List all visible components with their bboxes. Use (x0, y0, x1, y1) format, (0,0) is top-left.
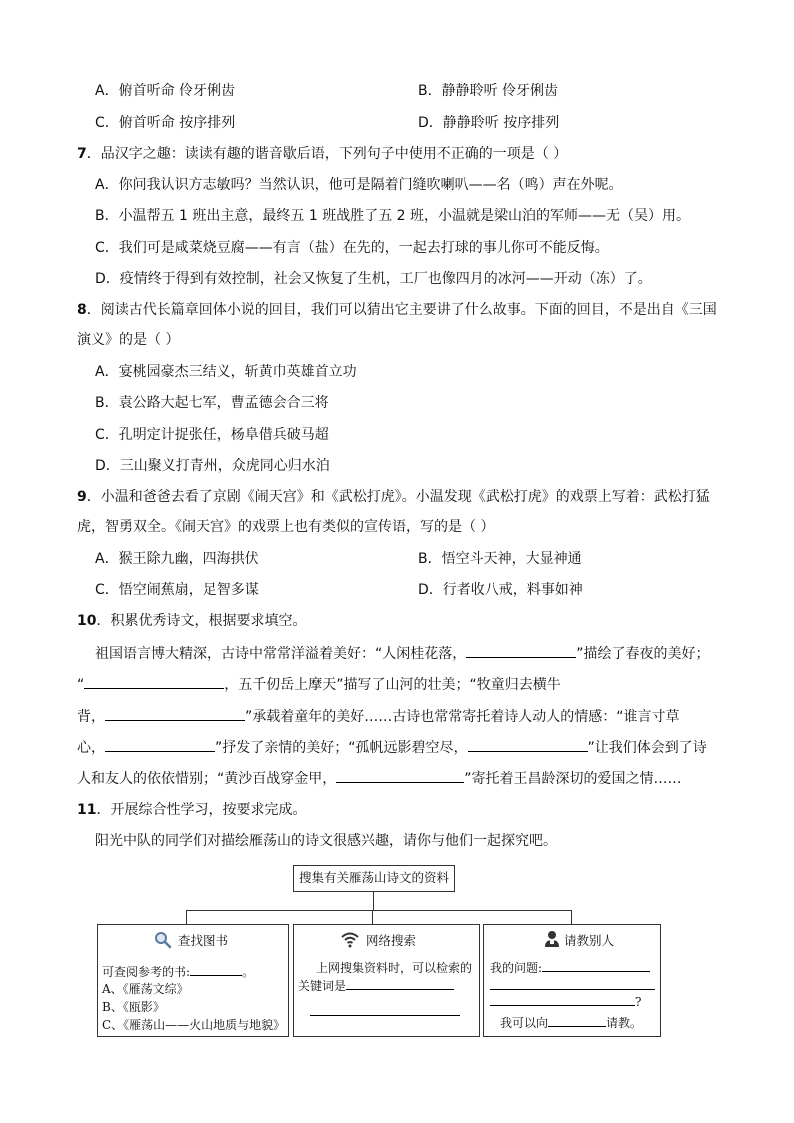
web-search-line1: 上网搜集资料时，可以检索的 (316, 961, 473, 975)
q8-number: 8 (77, 302, 87, 318)
q10-text: ”承载着童年的美好……古诗也常常寄托着诗人动人的情感：“谁言寸草 (245, 709, 680, 725)
q10-text: ．积累优秀诗文，根据要求填空。 (96, 613, 307, 629)
q9-stem-line2: 虎，智勇双全。《闹天宫》的戏票上也有类似的宣传语，写的是（ ） (77, 519, 495, 535)
connector-line (373, 891, 374, 911)
book-option-a: A、《雁荡文综》 (102, 982, 189, 996)
q10-text: ”让我们体会到了诗 (587, 740, 707, 756)
diagram-top-box (293, 865, 455, 892)
question-mark: ? (635, 995, 642, 1009)
fill-blank-5[interactable] (468, 737, 588, 752)
book-search-title: 查找图书 (178, 933, 229, 948)
q10-text: 祖国语言博大精深，古诗中常常洋溢着美好：“人闲桂花落， (95, 646, 467, 662)
question-blank-1[interactable] (542, 959, 650, 972)
q10-text: 背， (77, 709, 105, 725)
ask-who-label: 我可以向 (500, 1016, 549, 1030)
fill-blank-6[interactable] (336, 768, 464, 783)
q10-para-line4 (77, 737, 707, 758)
ask-others-title: 请教别人 (564, 933, 615, 948)
q9-option-d: D．行者收八戒，料事如神 (418, 582, 583, 598)
q9-option-c: C．悟空闹蕉扇，足智多谋 (95, 582, 259, 598)
q7-stem (77, 144, 567, 164)
q10-text: ，五千仞岳上摩天”描写了山河的壮美；“牧童归去横牛 (224, 677, 561, 693)
q9-option-a: A．猴王除九幽，四海拱伏 (95, 551, 259, 567)
web-search-line2 (298, 977, 454, 994)
fill-blank-1[interactable] (466, 643, 576, 658)
question-line (490, 959, 650, 976)
book-option-b: B、《瓯影》 (102, 1000, 165, 1014)
connector-line (372, 910, 373, 925)
book-search-box (97, 924, 289, 1037)
connector-line (571, 910, 572, 925)
ask-who-end: 请教。 (606, 1016, 643, 1030)
keyword-blank-2[interactable] (310, 1003, 460, 1016)
question-line3 (490, 993, 641, 1010)
q10-stem (77, 611, 306, 631)
q10-para-line5 (77, 768, 682, 789)
q7-option-c: C．我们可是咸菜烧豆腐——有言（盐）在先的，一起去打球的事儿你可不能反悔。 (95, 240, 609, 256)
book-option-c: C、《雁荡山——火山地质与地貌》 (102, 1018, 286, 1032)
q10-number: 10 (77, 613, 97, 629)
q10-text: ”寄托着王昌龄深切的爱国之情…… (464, 771, 682, 787)
q6-option-b: B．静静聆听 伶牙俐齿 (418, 83, 559, 99)
web-search-box (293, 924, 480, 1037)
q8-stem-line2: 演义》的是（ ） (77, 332, 180, 348)
q10-text: ”描绘了春夜的美好； (576, 646, 710, 662)
q9-option-b: B．悟空斗天神，大显神通 (418, 551, 582, 567)
q9-number: 9 (77, 489, 87, 505)
keyword-blank-1[interactable] (346, 977, 454, 990)
q6-option-c: C．俯首听命 按序排列 (95, 115, 236, 131)
question-blank-2[interactable] (490, 977, 655, 990)
fill-blank-3[interactable] (105, 706, 245, 721)
q6-option-d: D．静静聆听 按序排列 (418, 115, 560, 131)
q7-option-b: B．小温帮五 1 班出主意，最终五 1 班战胜了五 2 班，小温就是梁山泊的军师——无（吴）用。 (95, 208, 691, 224)
web-search-title: 网络搜索 (366, 933, 417, 948)
q9-stem-line1 (77, 487, 710, 507)
question-label: 我的问题: (490, 961, 543, 975)
q10-para-line2 (77, 674, 561, 695)
diagram-top-label: 搜集有关雁荡山诗文的资料 (298, 870, 449, 885)
q11-stem (77, 800, 306, 820)
q10-text: “ (77, 677, 85, 693)
q8-option-b: B．袁公路大起七军，曹孟德会合三将 (95, 395, 329, 411)
connector-line (186, 910, 572, 911)
q8-text-1: ．阅读古代长篇章回体小说的回目，我们可以猜出它主要讲了什么故事。下面的回目，不是出自《三国 (86, 302, 717, 318)
ask-who-blank[interactable] (548, 1014, 606, 1027)
q10-text: ”抒发了亲情的美好；“孤帆远影碧空尽， (215, 740, 468, 756)
fill-blank-2[interactable] (84, 674, 224, 689)
book-line (102, 963, 254, 980)
q6-option-a: A．俯首听命 伶牙俐齿 (95, 83, 236, 99)
q7-option-a: A．你问我认识方志敏吗？当然认识，他可是隔着门缝吹喇叭——名（鸣）声在外呢。 (95, 177, 623, 193)
connector-line (186, 910, 187, 925)
q8-option-a: A．宴桃园豪杰三结义，斩黄巾英雄首立功 (95, 364, 357, 380)
q9-text-1: ．小温和爸爸去看了京剧《闹天宫》和《武松打虎》。小温发现《武松打虎》的戏票上写着：武松打猛 (86, 489, 710, 505)
q10-text: 心， (77, 740, 105, 756)
person-icon (544, 930, 560, 948)
book-line-end: 。 (242, 965, 255, 979)
q11-intro: 阳光中队的同学们对描绘雁荡山的诗文很感兴趣，请你与他们一起探究吧。 (95, 833, 557, 849)
keyword-label: 关键词是 (298, 979, 347, 993)
wifi-icon (340, 930, 360, 948)
search-icon (154, 931, 172, 949)
q8-stem-line1 (77, 300, 717, 320)
question-blank-3[interactable] (490, 993, 635, 1006)
ask-others-box (483, 924, 661, 1037)
q10-para-line3 (77, 706, 680, 727)
q7-text: ．品汉字之趣：读读有趣的谐音歇后语，下列句子中使用不正确的一项是（ ） (86, 146, 568, 162)
q7-option-d: D．疫情终于得到有效控制，社会又恢复了生机，工厂也像四月的冰河——开动（冻）了。 (95, 271, 652, 287)
q8-option-c: C．孔明定计捉张任，杨阜借兵破马超 (95, 427, 329, 443)
ask-who-line (500, 1014, 642, 1031)
book-answer-blank[interactable] (190, 963, 242, 976)
q11-text: ．开展综合性学习，按要求完成。 (96, 802, 307, 818)
q7-number: 7 (77, 146, 87, 162)
q10-text: 人和友人的依依惜别；“黄沙百战穿金甲， (77, 771, 337, 787)
q11-number: 11 (77, 802, 97, 818)
fill-blank-4[interactable] (105, 737, 215, 752)
book-line-label: 可查阅参考的书: (102, 965, 191, 979)
q8-option-d: D．三山聚义打青州，众虎同心归水泊 (95, 458, 330, 474)
q10-para-line1 (95, 643, 710, 664)
